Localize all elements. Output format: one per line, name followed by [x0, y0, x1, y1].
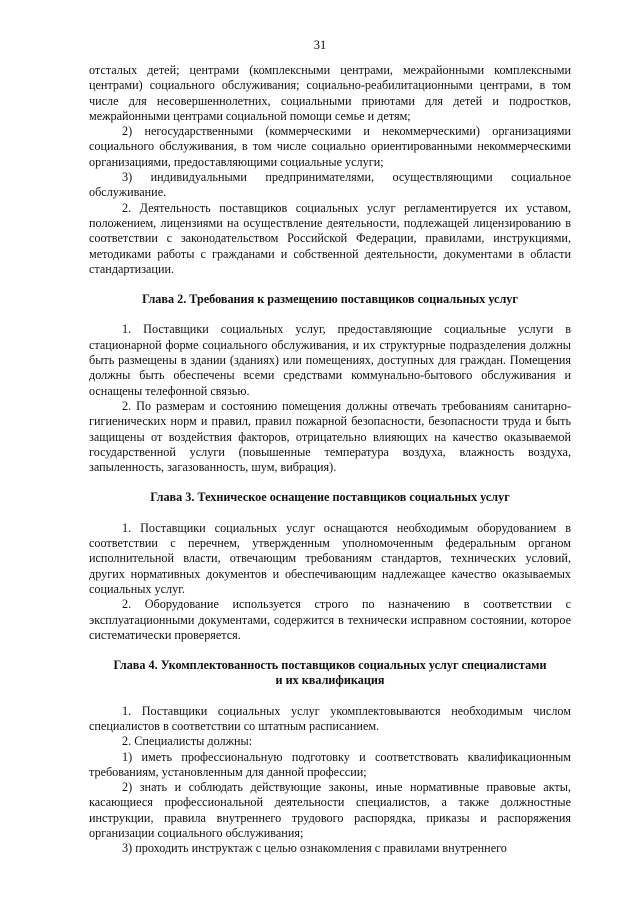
list-item-2: 2) негосударственными (коммерческими и некоммерческими) организациями социального обслуживания, в том числе социально ориентированными некоммерческими организациями, предоставляющими социальные услуги;	[89, 124, 571, 169]
chapter-2-heading: Глава 2. Требования к размещению поставщиков социальных услуг	[142, 292, 518, 307]
chapter-4-subitem-3: 3) проходить инструктаж с целью ознакомления с правилами внутреннего	[122, 841, 507, 856]
chapter-4-subitem-2: 2) знать и соблюдать действующие законы, иные нормативные правовые акты, касающиеся профессиональной деятельности специалистов, а также должностные инструкции, правила внутреннего трудового распорядка, приказы и распоряжения организации социального обслуживания;	[89, 780, 571, 841]
chapter-2-point-2: 2. По размерам и состоянию помещения должны отвечать требованиям санитарно-гигиенических норм и правил, правил пожарной безопасности, безопасности труда и быть защищены от воздействия факторов, отрицательно влияющих на качество оказываемой государственной услуги (повышенные температура воздуха, влажность воздуха, запыленность, загазованность, шум, вибрация).	[89, 398, 571, 475]
chapter-3-point-1: 1. Поставщики социальных услуг оснащаются необходимым оборудованием в соответствии с перечнем, утвержденным уполномоченным федеральным органом исполнительной власти, отвечающим требованиям стандартов, технических условий, других нормативных документов и обеспечивающим надлежащее качество оказываемых социальных услуг.	[89, 520, 571, 596]
list-item-3: 3) индивидуальными предпринимателями, осуществляющими социальное обслуживание.	[89, 170, 571, 200]
chapter-4-heading-line-2: и их квалификация	[275, 673, 385, 688]
chapter-4-subitem-1: 1) иметь профессиональную подготовку и соответствовать квалификационным требованиям, установленным для данной профессии;	[89, 749, 571, 779]
chapter-3-point-2: 2. Оборудование используется строго по назначению в соответствии с эксплуатационными документами, содержится в технически исправном состоянии, которое систематически проверяется.	[89, 597, 571, 642]
chapter-4-heading: Глава 4. Укомплектованность поставщиков социальных услуг специалистами	[113, 658, 547, 673]
page-number: 31	[313, 38, 327, 52]
paragraph-point-2: 2. Деятельность поставщиков социальных услуг регламентируется их уставом, положением, лицензиями на осуществление деятельности, подлежащей лицензированию в соответствии с законодательством Российской Федерации, правилами, инструкциями, методиками работы с гражданами и собственной деятельности, документами в области стандартизации.	[89, 200, 571, 276]
paragraph-continuation: отсталых детей; центрами (комплексными центрами, межрайонными комплексными центрами) социального обслуживания; социально-реабилитационными центрами, в том числе для несовершеннолетних, социальными приютами для детей и подростков, межрайонными центрами социальной помощи семье и детям;	[89, 63, 571, 123]
chapter-4-point-2: 2. Специалисты должны:	[122, 734, 253, 749]
chapter-2-point-1: 1. Поставщики социальных услуг, предоставляющие социальные услуги в стационарной форме социального обслуживания, и их структурные подразделения должны быть размещены в здании (зданиях) или помещениях, доступных для граждан. Помещения должны быть обеспечены всеми средствами коммунально-бытового обслуживания и оснащены телефонной связью.	[89, 322, 571, 398]
chapter-3-heading: Глава 3. Техническое оснащение поставщиков социальных услуг	[150, 490, 510, 505]
chapter-4-point-1: 1. Поставщики социальных услуг укомплектовываются необходимым числом специалистов в соответствии со штатным расписанием.	[89, 703, 571, 733]
document-body	[89, 63, 571, 857]
